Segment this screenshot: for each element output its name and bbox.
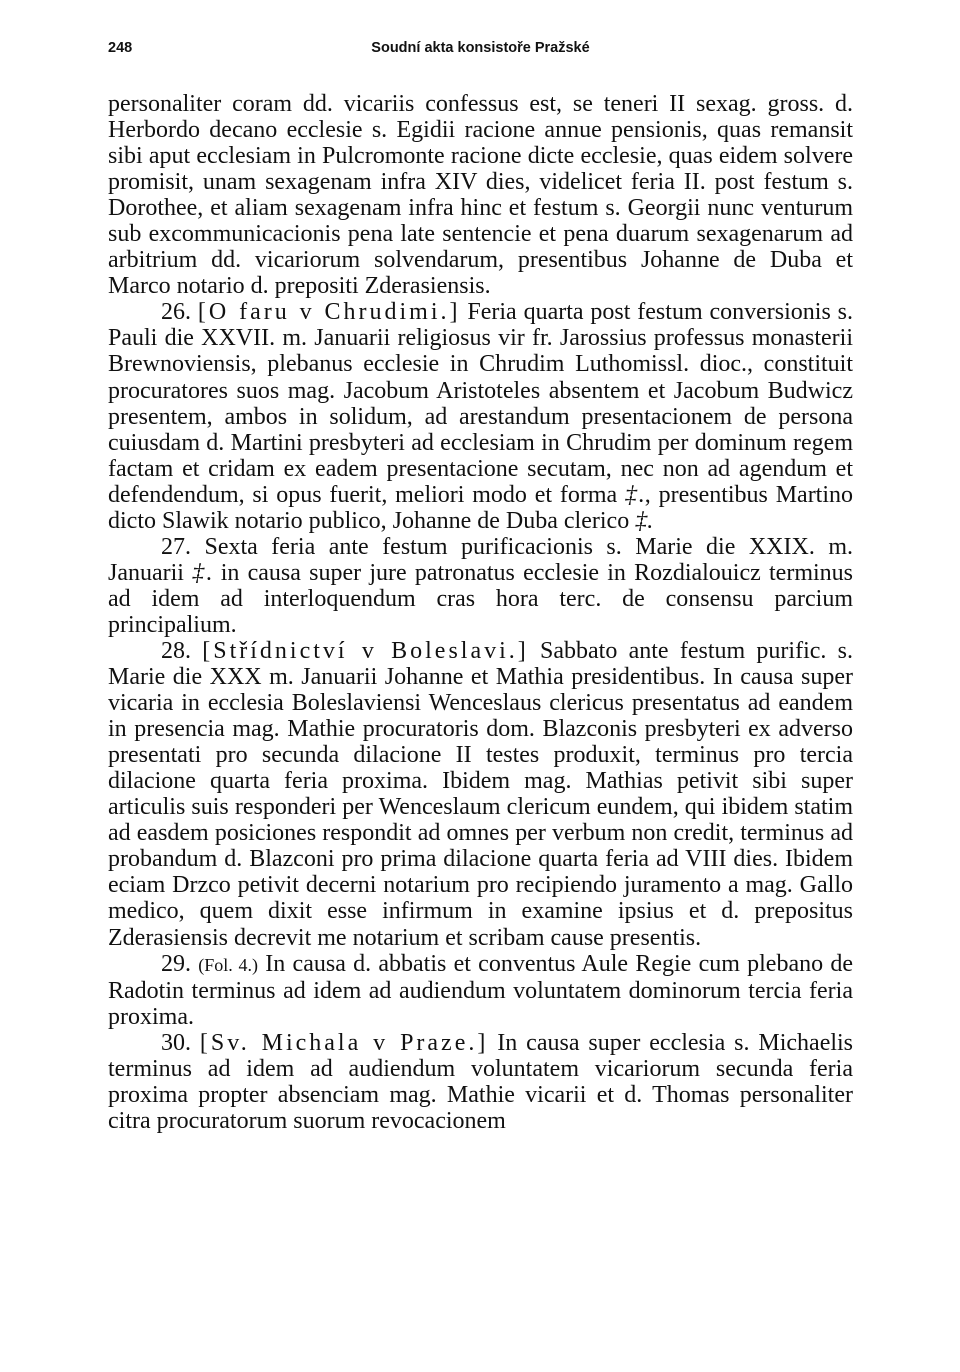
etc-mark: ‡.	[624, 481, 645, 508]
page-header	[108, 40, 853, 64]
paragraph-continuation	[108, 91, 853, 299]
entry-heading: [O faru v Chrudimi.]	[197, 299, 461, 326]
folio-mark: (Fol. 4.)	[198, 954, 259, 975]
page-number: 248	[108, 40, 133, 56]
entry-heading: [Sv. Michala v Praze.]	[199, 1029, 489, 1056]
entry-text: in causa super jure patronatus ecclesie in Rozdialouicz terminus ad idem ad interloquendum cras hora terc. de consensu parcium principalium.	[108, 559, 854, 638]
entry-26	[108, 299, 853, 533]
paragraph-text: personaliter coram dd. vicariis confessus est, se teneri II sexag. gross. d. Herbordo decano ecclesie s. Egidii racione annue pensionis, quas remansit sibi aput ecclesiam in Pulcromonte racione dicte ecclesie, quas eidem solvere promisit, unam sexagenam infra XIV dies, videlicet feria II. post festum s. Dorothee, et aliam sexagenam infra hinc et festum s. Georgii nunc venturum sub excommunicacionis pena late sentencie et pena duarum sexagenarum ad arbitrium dd. vicariorum solvendarum, presentibus Johanne de Duba et Marco notario d. prepositi Zderasiensis.	[108, 91, 853, 300]
entry-number: 29.	[161, 950, 191, 977]
entry-heading: [Střídnictví v Boleslavi.]	[202, 637, 529, 664]
body-text	[108, 91, 853, 1134]
entry-text: , presentibus Martino dicto Slawik notario publico, Johanne de Duba clerico	[108, 481, 854, 534]
entry-28	[108, 638, 853, 951]
etc-mark: ‡.	[635, 507, 654, 534]
entry-text: Feria quarta post festum conversionis s. Pauli die XXVII. m. Januarii religiosus vir fr. Jarossius professus monasterii Brewnoviensis, plebanus ecclesie in Chrudim Luthomissl. dioc., constituit procuratores suos mag. Jacobum Aristoteles absentem et Jacobum Budwicz presentem, ambos in solidum, ad arestandum presentacionem de persona cuiusdam d. Martini presbyteri ad ecclesiam in Chrudim per dominum regem factam et cridam ex eadem presentacione secutam, nec non ad agendum et defendendum, si opus fuerit, meliori modo et forma	[108, 299, 854, 508]
entry-number: 30.	[161, 1029, 191, 1056]
entry-text: In causa d. abbatis et conventus Aule Regie cum plebano de Radotin terminus ad idem ad audiendum voluntatem dominorum tercia feria proxima.	[108, 950, 854, 1030]
entry-29	[108, 951, 853, 1030]
entry-text: Sabbato ante festum purific. s. Marie die XXX m. Januarii Johanne et Mathia presidentibus. In causa super vicaria in ecclesia Boleslaviensi Wenceslaus clericus presentatus ad eandem in presencia mag. Mathie procuratoris dom. Blazconis presbyteri ex adverso presentati pro secunda dilacione II testes produxit, terminus pro tercia dilacione quarta feria proxima. Ibidem mag. Mathias petivit sibi super articulis suis responderi per Wenceslaum clericum eundem, qui ibidem statim ad easdem posiciones respondit ad omnes per verbum non credit, terminus ad probandum d. Blazconi pro prima dilacione quarta feria ad VIII dies. Ibidem eciam Drzco petivit decerni notarium pro recipiendo juramento a mag. Gallo medico, quem dixit esse infirmum in examine ipsius et d. prepositus Zderasiensis decrevit me notarium et scribam cause presentis.	[108, 637, 853, 951]
entry-text: In causa super ecclesia s. Michaelis terminus ad idem ad audiendum voluntatem vicariorum secunda feria proxima propter absenciam mag. Mathie vicarii et d. Thomas personaliter citra procuratorum suorum revocacionem	[108, 1029, 854, 1134]
entry-number: 27.	[161, 533, 191, 560]
etc-mark: ‡.	[192, 559, 213, 586]
running-head: Soudní akta konsistoře Pražské	[371, 40, 590, 56]
entry-number: 26.	[161, 299, 191, 326]
entry-30	[108, 1030, 853, 1134]
entry-text: Sexta feria ante festum purificacionis s. Marie die XXIX. m. Januarii	[108, 533, 853, 586]
entry-27	[108, 534, 853, 638]
entry-number: 28.	[161, 637, 191, 664]
